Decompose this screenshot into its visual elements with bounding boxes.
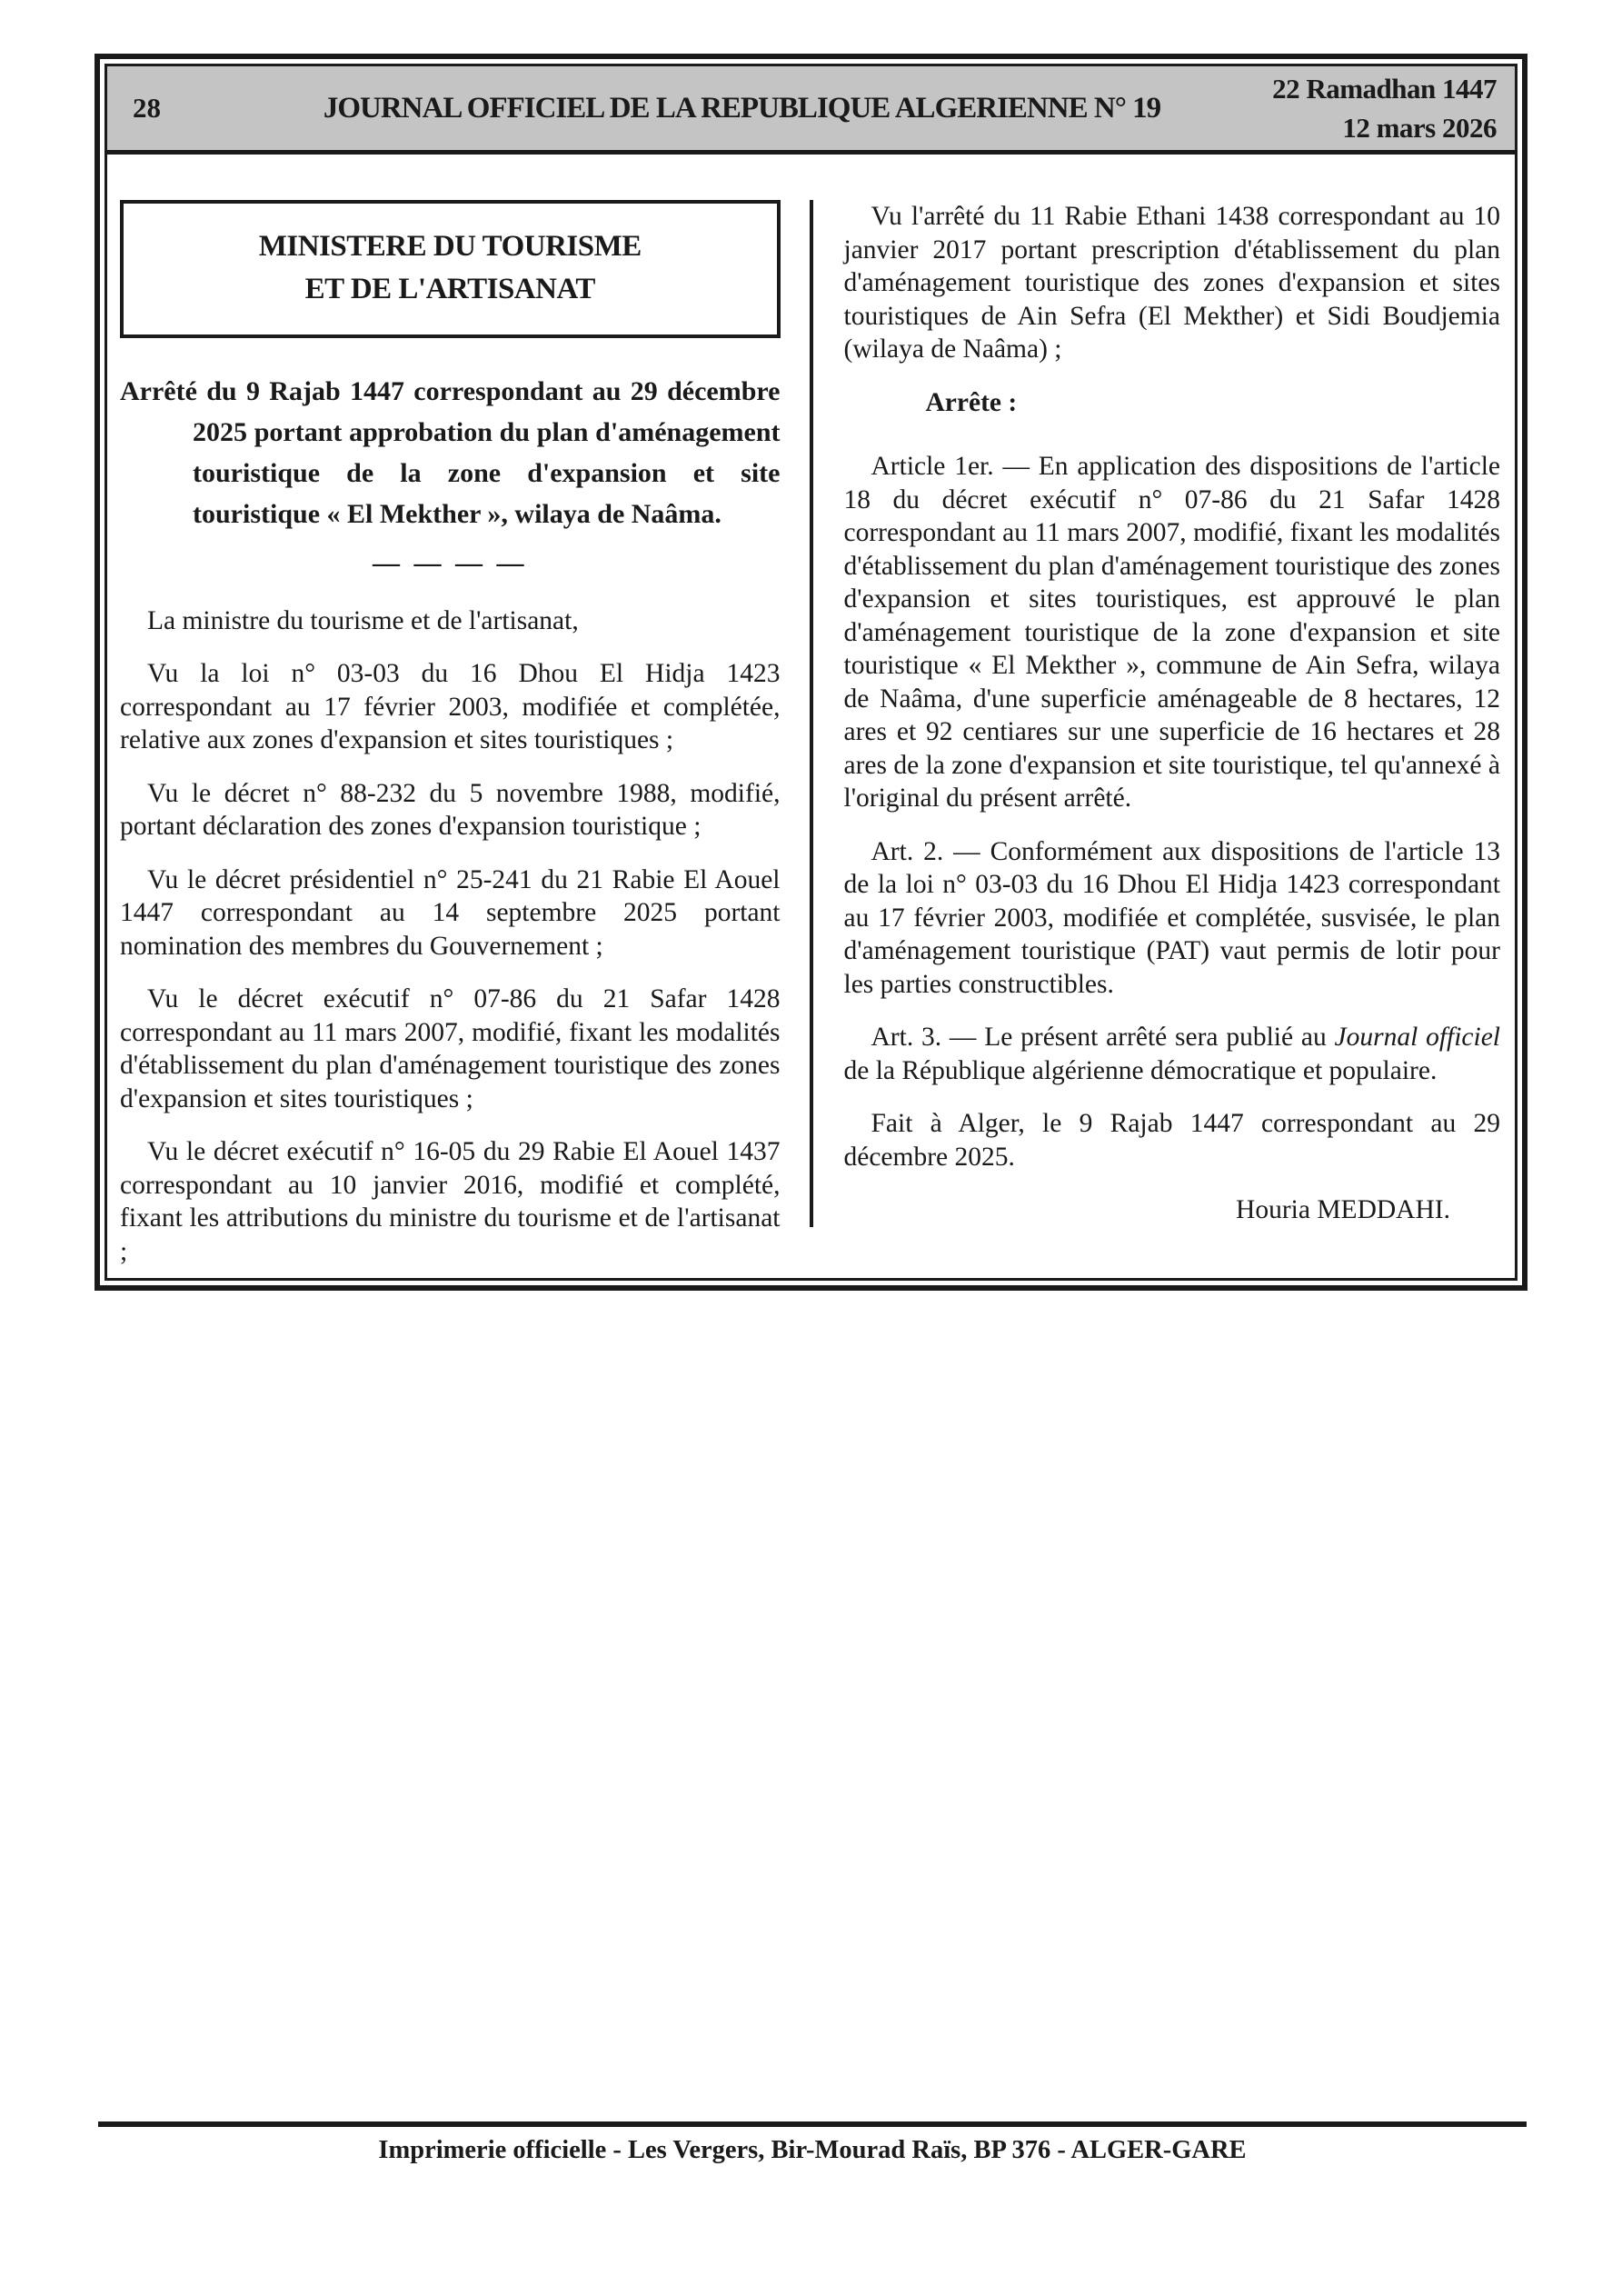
left-paragraph: La ministre du tourisme et de l'artisanat, [147, 605, 579, 635]
footer-rule [98, 2121, 1527, 2127]
decree-title: Arrêté du 9 Rajab 1447 correspondant au 29 décembre 2025 portant approbation du plan d'aménagement touristique de la zone d'expansion et site touristique « El Mekther », wilaya de Naâma. [120, 376, 781, 529]
page-number: 28 [133, 92, 161, 124]
article-3-text: Art. 3. — Le présent arrêté sera publié au [871, 1023, 1335, 1052]
page-frame [95, 54, 1527, 1291]
signed-at-line: Fait à Alger, le 9 Rajab 1447 correspondant au 29 décembre 2025. [843, 1109, 1500, 1172]
date-hijri: 22 Ramadhan 1447 [1272, 73, 1497, 105]
ministry-heading-line2: ET DE L'ARTISANAT [304, 273, 595, 305]
journal-header-band [107, 66, 1515, 155]
left-column [107, 155, 811, 1281]
arrete-label: Arrête : [925, 387, 1018, 417]
left-paragraph: Vu le décret présidentiel n° 25-241 du 21 Rabie El Aouel 1447 correspondant au 14 septembre 2025 portant nomination des membres du Gouvernement ; [120, 864, 781, 961]
footer-imprint: Imprimerie officielle - Les Vergers, Bir-Mourad Raïs, BP 376 - ALGER-GARE [378, 2136, 1247, 2164]
left-paragraph: Vu la loi n° 03-03 du 16 Dhou El Hidja 1423 correspondant au 17 février 2003, modifiée et complétée, relative aux zones d'expansion et sites touristiques ; [120, 659, 781, 754]
article-3 [844, 1021, 1501, 1087]
visa-paragraph: Vu l'arrêté du 11 Rabie Ethani 1438 correspondant au 10 janvier 2017 portant prescription d'établissement du plan d'aménagement touristique des zones d'expansion et sites touristiques de Ain Sefra (El Mekther) et Sidi Boudjemia (wilaya de Naâma) ; [843, 202, 1500, 364]
right-column [811, 155, 1516, 1281]
signature-name: Houria MEDDAHI. [1236, 1195, 1450, 1224]
ministry-heading-box [120, 200, 781, 338]
journal-officiel-italic: Journal officiel [1334, 1023, 1501, 1052]
column-divider-rule [810, 200, 813, 1227]
article-2: Art. 2. — Conformément aux dispositions de l'article 13 de la loi n° 03-03 du 16 Dhou El Hidja 1423 correspondant au 17 février 2003, modifiée et complétée, susvisée, le plan d'aménagement touristique (PAT) vaut permis de lotir pour les parties constructibles. [843, 836, 1500, 999]
page-frame-inner [104, 64, 1518, 1281]
left-paragraph: Vu le décret exécutif n° 16-05 du 29 Rabie El Aouel 1437 correspondant au 10 janvier 2016, modifié et complété, fixant les attributions du ministre du tourisme et de l'artisanat ; [120, 1137, 781, 1266]
left-paragraph: Vu le décret exécutif n° 07-86 du 21 Safar 1428 correspondant au 11 mars 2007, modifié, fixant les modalités d'établissement du plan d'aménagement touristique des zones d'expansion et sites touristiques ; [120, 984, 781, 1113]
article-3-text-end: de la République algérienne démocratique et populaire. [843, 1055, 1438, 1085]
two-column-content [107, 155, 1515, 1281]
dash-separator: — — — — [373, 548, 528, 578]
article-1: Article 1er. — En application des dispositions de l'article 18 du décret exécutif n° 07-86 du 21 Safar 1428 correspondant au 11 mars 2007, modifié, fixant les modalités d'établissement du plan d'aménagement touristique des zones d'expansion et sites touristiques, est approuvé le plan d'aménagement touristique de la zone d'expansion et site touristique « El Mekther », commune de Ain Sefra, wilaya de Naâma, d'une superficie aménageable de 8 hectares, 12 ares et 92 centiares sur une superficie de 16 hectares et 28 ares de la zone d'expansion et site touristique, tel qu'annexé à l'original du présent arrêté. [843, 452, 1500, 813]
journal-title: JOURNAL OFFICIEL DE LA REPUBLIQUE ALGERIENNE N° 19 [323, 91, 1161, 125]
date-gregorian: 12 mars 2026 [1342, 112, 1497, 144]
issue-dates [1242, 69, 1497, 147]
left-paragraph: Vu le décret n° 88-232 du 5 novembre 1988, modifié, portant déclaration des zones d'expansion touristique ; [120, 778, 781, 841]
ministry-heading-line1: MINISTERE DU TOURISME [258, 230, 642, 263]
